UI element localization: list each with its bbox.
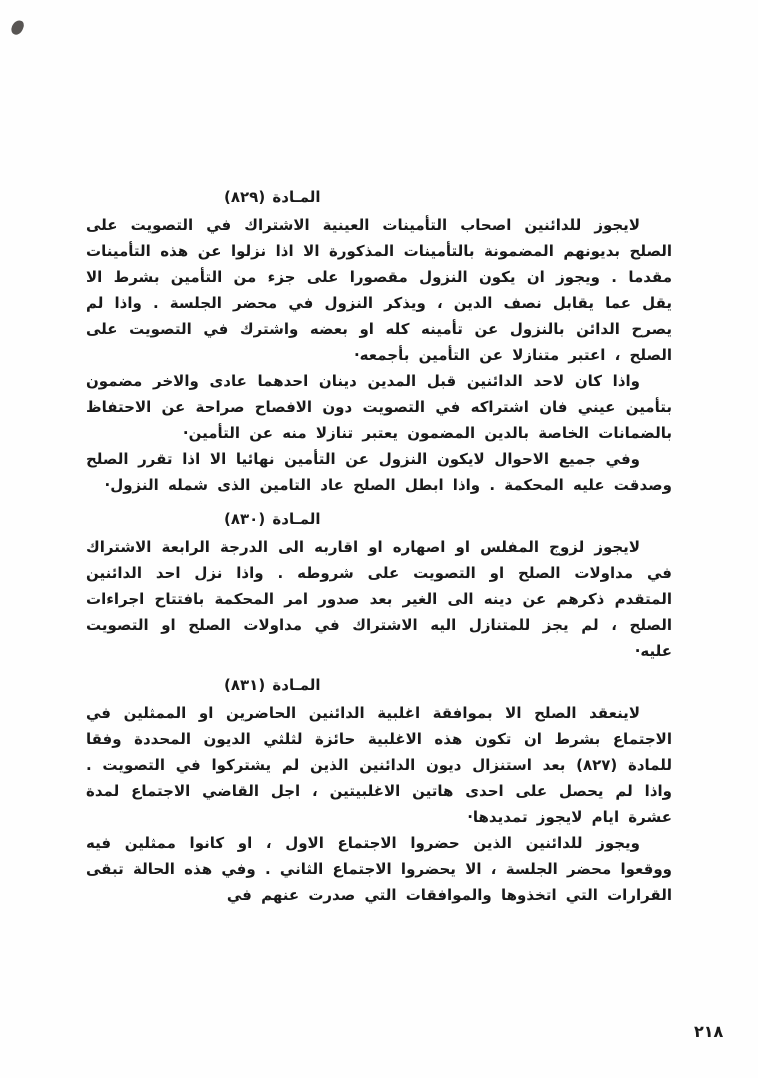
- article-831-heading: المـادة (٨٣١): [224, 676, 321, 694]
- article-829: [86, 184, 672, 498]
- article-829-paragraph-1: لايجوز للدائنين اصحاب التأمينات العينية الاشتراك في التصويت على الصلح بديونهم المضمونة بالتأمينات المذكورة الا اذا نزلوا عن هذه التأمينات مقدما . ويجوز ان يكون النزول مقصورا على جزء من التأمين بشرط الا يقل عما يقابل نصف الدين ، ويذكر النزول في محضر الجلسة . واذا لم يصرح الدائن بالنزول عن تأمينه كله او بعضه واشترك في التصويت على الصلح ، اعتبر متنازلا عن التأمين بأجمعه·: [86, 216, 672, 364]
- scan-smudge-mark: [10, 18, 26, 36]
- article-829-heading: المـادة (٨٢٩): [224, 188, 321, 206]
- article-830-paragraph-1: لايجوز لزوج المفلس او اصهاره او اقاربه الى الدرجة الرابعة الاشتراك في مداولات الصلح او التصويت على شروطه . واذا نزل احد الدائنين المتقدم ذكرهم عن دينه الى الغير بعد صدور امر المحكمة بافتتاح اجراءات الصلح ، لم يجز للمتنازل اليه الاشتراك في مداولات الصلح او التصويت عليه·: [86, 538, 672, 660]
- article-831: [86, 672, 672, 908]
- article-830-heading: المـادة (٨٣٠): [224, 510, 321, 528]
- article-831-paragraph-2: ويجوز للدائنين الذين حضروا الاجتماع الاول ، او كانوا ممثلين فيه ووقعوا محضر الجلسة ، الا يحضروا الاجتماع الثاني . وفي هذه الحالة تبقى القرارات التي اتخذوها والموافقات التي صدرت عنهم في: [86, 834, 672, 904]
- article-829-paragraph-2: واذا كان لاحد الدائنين قبل المدين دينان احدهما عادى والاخر مضمون بتأمين عيني فان اشتراكه في التصويت دون الافصاح صراحة عن الاحتفاظ بالضمانات الخاصة بالدين المضمون يعتبر تنازلا منه عن التأمين·: [86, 372, 672, 442]
- page-content: [86, 184, 672, 908]
- page-number: ٢١٨: [694, 1022, 724, 1041]
- article-830: [86, 506, 672, 664]
- article-831-paragraph-1: لاينعقد الصلح الا بموافقة اغلبية الدائنين الحاضرين او الممثلين في الاجتماع بشرط ان تكون هذه الاغلبية حائزة لثلثي الديون المحددة وفقا للمادة (٨٢٧) بعد استنزال ديون الدائنين الذين لم يشتركوا في التصويت . واذا لم يحصل على احدى هاتين الاغلبيتين ، اجل القاضي الاجتماع لمدة عشرة ايام لايجوز تمديدها·: [86, 704, 672, 826]
- article-829-paragraph-3: وفي جميع الاحوال لايكون النزول عن التأمين نهائيا الا اذا تقرر الصلح وصدقت عليه المحكمة . واذا ابطل الصلح عاد التامين الذى شمله النزول·: [86, 450, 672, 494]
